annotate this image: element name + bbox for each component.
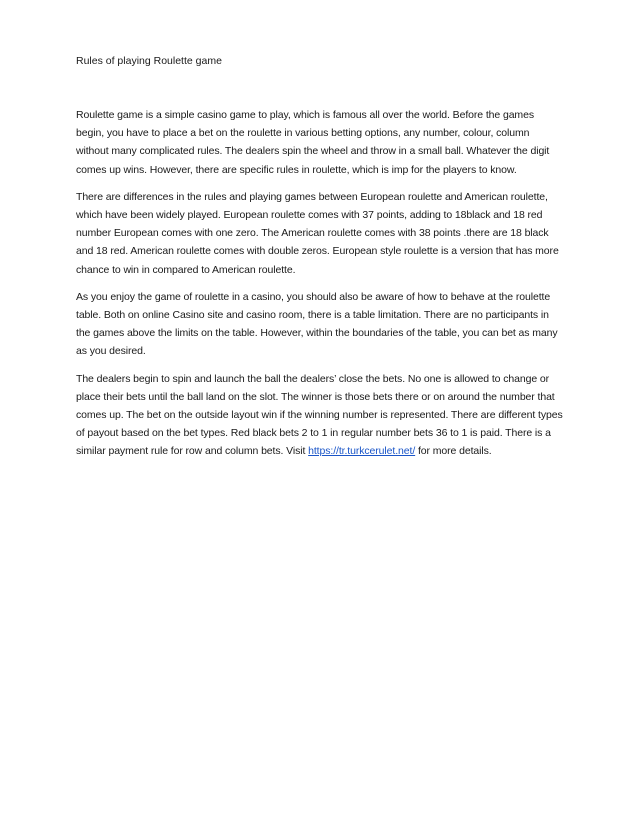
paragraph-dealers-tail: for more details. — [415, 445, 492, 458]
paragraph-behaviour: As you enjoy the game of roulette in a casino, you should also be aware of how to behave at the roulette table. Both on online Casino site and casino room, there is a table limitation. There are no participants in the games above the limits on the table. However, within the boundaries of the table, you can bet as many as you desired. — [76, 290, 558, 358]
site-link[interactable]: https://tr.turkcerulet.net/ — [308, 445, 416, 458]
paragraph-dealers — [76, 370, 564, 461]
paragraph-dealers-text: The dealers begin to spin and launch the ball the dealers’ close the bets. No one is allowed to change or place their bets until the ball land on the slot. The winner is those bets there or on around the number that comes up. The bet on the outside layout win if the winning number is represented. There are different types of payout based on the bet types. Red black bets 2 to 1 in regular number bets 36 to 1 is paid. There is a similar payment rule for row and column bets. Visit — [76, 372, 563, 458]
paragraph-differences: There are differences in the rules and playing games between European roulette and American roulette, which have been widely played. European roulette comes with 37 points, adding to 18black and 18 red number European comes with one zero. The American roulette comes with 38 points .there are 18 black and 18 red. American roulette comes with double zeros. European style roulette is a version that has more chance to win in compared to American roulette. — [76, 190, 559, 276]
paragraph-intro: Roulette game is a simple casino game to play, which is famous all over the world. Before the games begin, you have to place a bet on the roulette in various betting options, any number, colour, column without many complicated rules. The dealers spin the wheel and throw in a small ball. Whatever the digit comes up wins. However, there are specific rules in roulette, which is imp for the players to know. — [76, 109, 550, 176]
document-page — [76, 54, 564, 470]
document-title: Rules of playing Roulette game — [76, 55, 222, 67]
